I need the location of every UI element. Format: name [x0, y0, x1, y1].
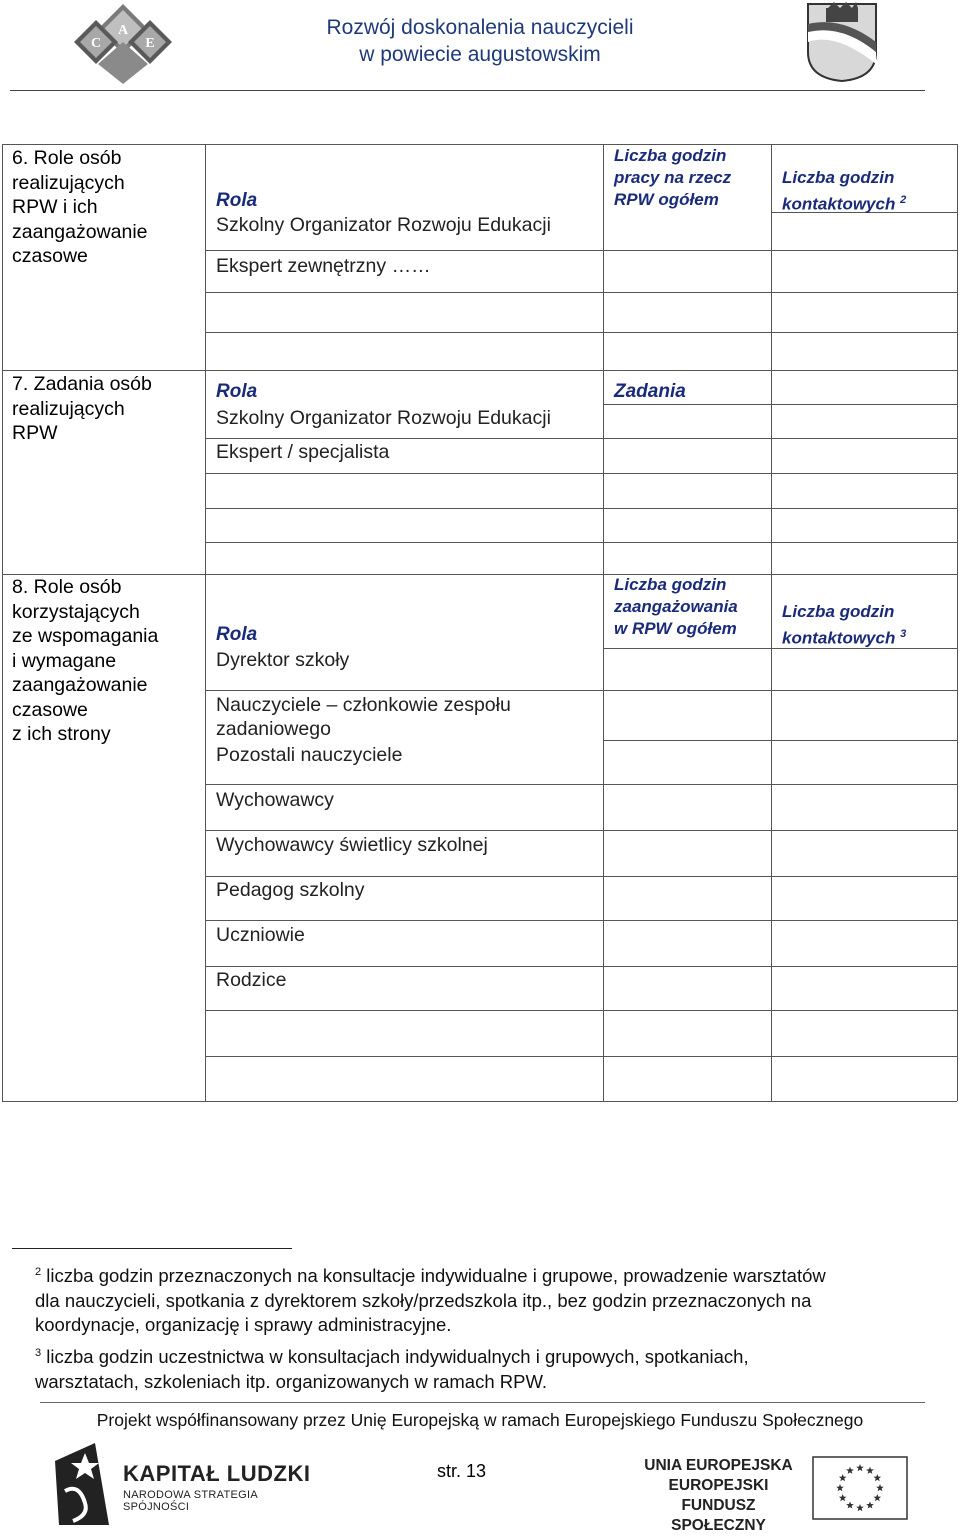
- section8-row: Pedagog szkolny: [216, 879, 365, 901]
- project-funding-text: Projekt współfinansowany przez Unię Europejską w ramach Europejskiego Funduszu Społecznego: [96, 1410, 864, 1430]
- section8-label-line: ze wspomagania: [12, 625, 159, 647]
- eu-flag-icon: [812, 1456, 908, 1520]
- footnote-line: warsztatach, szkoleniach itp. organizowanych w ramach RPW.: [35, 1370, 548, 1392]
- header-line: zaangażowania: [614, 597, 738, 616]
- section6-row: Ekspert zewnętrzny ……: [216, 255, 431, 277]
- section7-label-line: RPW: [12, 422, 58, 444]
- footnote-number: 2: [35, 1266, 42, 1278]
- header-title-line2: w powiecie augustowskim: [359, 43, 601, 66]
- section6-label-line: zaangażowanie: [12, 220, 148, 243]
- section8-label-line: zaangażowanie: [12, 674, 148, 696]
- header-title-line1: Rozwój doskonalenia nauczycieli: [326, 16, 634, 39]
- eu-text-line: FUNDUSZ SPOŁECZNY: [671, 1497, 766, 1534]
- section8-row: Wychowawcy świetlicy szkolnej: [216, 834, 488, 856]
- header-line: Liczba godzin: [782, 602, 895, 621]
- svg-text:E: E: [145, 36, 155, 51]
- header-line: Liczba godzin: [614, 146, 727, 165]
- section7-row: Ekspert / specjalista: [216, 441, 390, 463]
- section7-label: [12, 372, 197, 446]
- footnote-line: koordynacje, organizację i sprawy administracyjne.: [35, 1314, 452, 1336]
- eu-logo: [636, 1456, 916, 1534]
- footnote-ref: 2: [900, 194, 907, 206]
- section6-label: [12, 146, 197, 269]
- section8-row: Dyrektor szkoły: [216, 649, 350, 671]
- section6-label-line: 6. Role osób: [12, 147, 122, 169]
- section7-row: Szkolny Organizator Rozwoju Edukacji: [216, 407, 551, 429]
- footnote-line: liczba godzin uczestnictwa w konsultacjach indywidualnych i grupowych, spotkaniach,: [46, 1346, 749, 1368]
- footnote-line: liczba godzin przeznaczonych na konsultacje indywidualne i grupowe, prowadzenie warsztatów: [46, 1265, 826, 1287]
- section6-row: Szkolny Organizator Rozwoju Edukacji: [216, 214, 551, 236]
- footnote-ref: 3: [900, 628, 907, 640]
- section7-tasks-header: Zadania: [614, 381, 686, 402]
- header-line: RPW ogółem: [614, 190, 719, 209]
- eu-text: [636, 1456, 801, 1536]
- section8-label-line: i wymagane: [12, 649, 117, 672]
- kapital-ludzki-title: KAPITAŁ LUDZKI: [123, 1461, 311, 1486]
- header-line: kontaktowych: [782, 628, 896, 648]
- section8-label-line: z ich strony: [12, 723, 111, 745]
- footnote-line: dla nauczycieli, spotkania z dyrektorem szkoły/przedszkola itp., bez godzin przeznaczonych na: [35, 1289, 812, 1311]
- svg-text:C: C: [90, 36, 102, 51]
- header-line: Liczba godzin: [614, 575, 727, 594]
- header-line: w RPW ogółem: [614, 619, 737, 638]
- section8-row-team: [216, 693, 511, 741]
- footnote-3: [35, 1341, 950, 1394]
- section8-role-header: Rola: [216, 624, 258, 645]
- section8-row: Uczniowie: [216, 924, 305, 946]
- section8-row: Wychowawcy: [216, 789, 334, 811]
- eu-text-line: UNIA EUROPEJSKA: [644, 1457, 793, 1474]
- section8-row-line: zadaniowego: [216, 718, 331, 740]
- section8-row-line: Nauczyciele – członkowie zespołu: [216, 694, 511, 716]
- section8-label-line: 8. Role osób: [12, 576, 122, 598]
- footnote-separator: [12, 1248, 292, 1249]
- page-number: str. 13: [437, 1461, 487, 1481]
- section6-label-line: czasowe: [12, 245, 88, 267]
- header-line: pracy na rzecz: [614, 168, 732, 187]
- kapital-ludzki-subtitle: NARODOWA STRATEGIA SPÓJNOŚCI: [123, 1489, 258, 1513]
- section6-contact-hours-header: [782, 167, 906, 216]
- header-line: Liczba godzin: [782, 168, 895, 187]
- header-divider: [10, 90, 925, 91]
- footer-divider: [40, 1402, 925, 1403]
- section8-row: Pozostali nauczyciele: [216, 744, 403, 766]
- section8-hours-total-header: [614, 574, 738, 640]
- section6-hours-total-header: [614, 145, 731, 211]
- section8-label: [12, 575, 197, 747]
- county-coat-of-arms: [806, 2, 878, 82]
- kapital-ludzki-logo: [55, 1443, 325, 1525]
- section7-label-line: 7. Zadania osób: [12, 373, 152, 395]
- section7-label-line: realizujących: [12, 397, 125, 420]
- eu-text-line: EUROPEJSKI: [668, 1477, 769, 1494]
- section8-row: Rodzice: [216, 969, 287, 991]
- footnote-number: 3: [35, 1347, 42, 1359]
- section8-label-line: czasowe: [12, 698, 88, 721]
- section7-role-header: Rola: [216, 381, 258, 402]
- section6-role-header: Rola: [216, 190, 258, 211]
- section6-label-line: RPW i ich: [12, 196, 98, 218]
- section8-contact-hours-header: [782, 601, 906, 650]
- section8-label-line: korzystających: [12, 600, 140, 623]
- section6-label-line: realizujących: [12, 171, 125, 194]
- svg-text:A: A: [117, 23, 129, 38]
- header-line: kontaktowych: [782, 194, 896, 214]
- footnote-2: [35, 1260, 950, 1338]
